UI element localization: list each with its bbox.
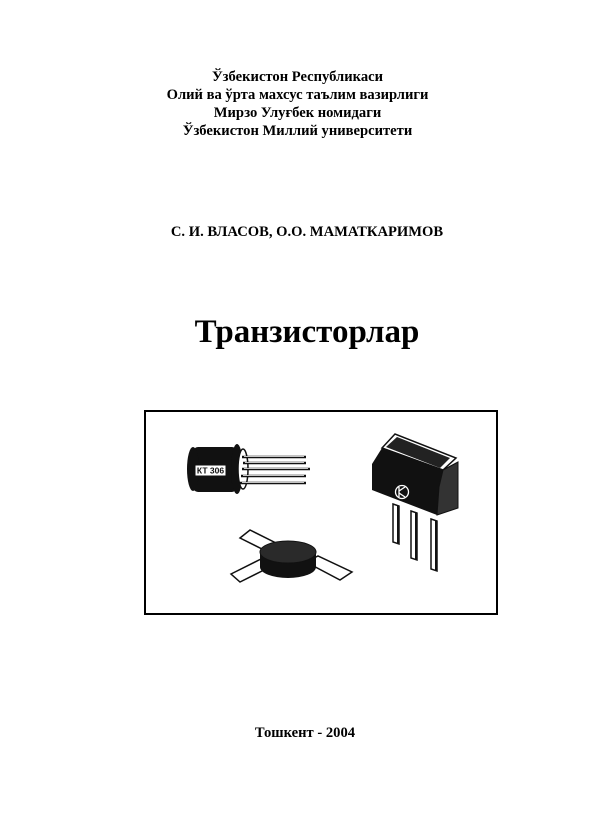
page-title: Транзисторлар (194, 314, 420, 350)
header-line-named-after: Мирзо Улуғбек номидаги (213, 105, 382, 121)
header-line-ministry: Олий ва ўрта махсус таълим вазирлиги (166, 87, 429, 103)
city-year: Тошкент - 2004 (254, 725, 356, 741)
smd-transistor (231, 530, 352, 582)
metal-can-transistor (187, 444, 310, 494)
smd-body-top (260, 541, 316, 563)
can-marking: КТ 306 (196, 465, 225, 476)
can-leads (240, 457, 310, 483)
transistors-illustration (144, 410, 498, 615)
institution-header (0, 68, 595, 140)
header-line-republic: Ўзбекистон Республикаси (211, 69, 384, 85)
authors: С. И. ВЛАСОВ, О.О. МАМАТКАРИМОВ (170, 224, 444, 240)
power-transistor (372, 434, 458, 571)
header-line-university: Ўзбекистон Миллий университети (182, 123, 413, 139)
